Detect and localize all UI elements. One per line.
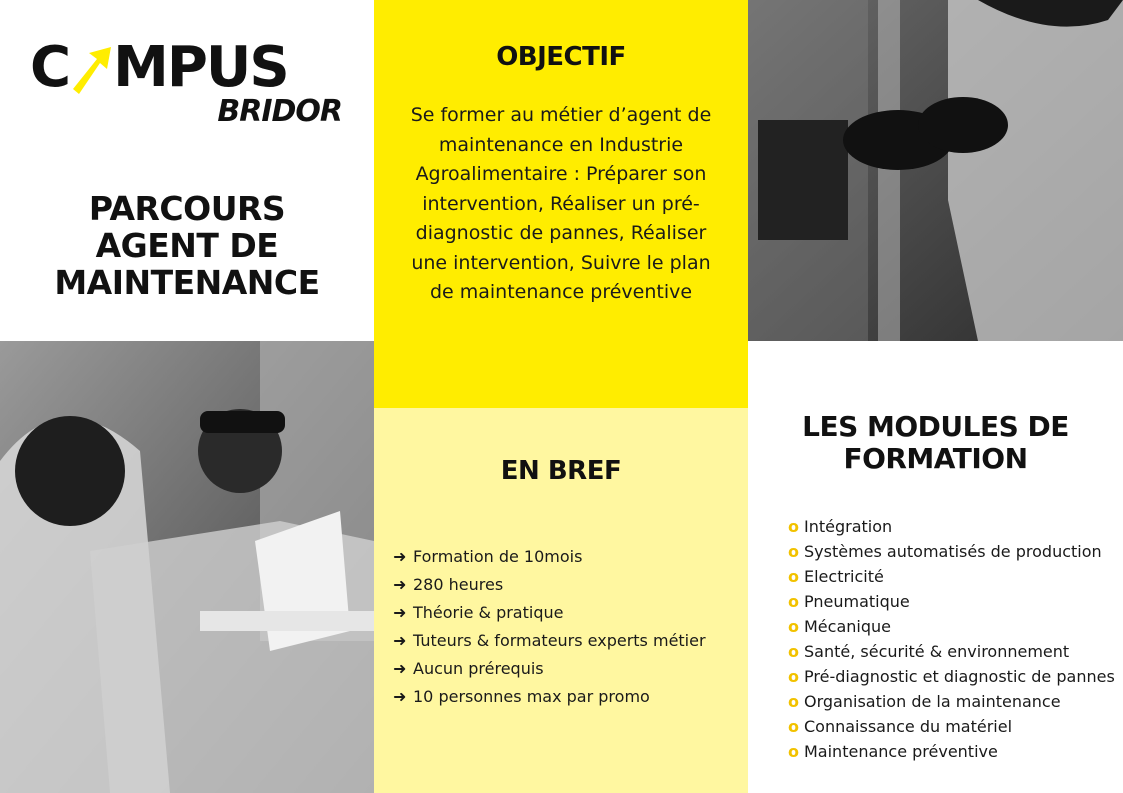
logo-letter-c: C	[30, 35, 70, 100]
arrow-right-icon: ➜	[393, 575, 407, 594]
list-item	[393, 627, 706, 655]
list-item	[393, 683, 706, 711]
list-item	[393, 543, 706, 571]
en-bref-list	[393, 543, 706, 711]
circle-bullet-icon: o	[788, 642, 799, 661]
list-item	[393, 599, 706, 627]
circle-bullet-icon: o	[788, 617, 799, 636]
list-item-text: Santé, sécurité & environnement	[804, 642, 1070, 661]
circle-bullet-icon: o	[788, 517, 799, 536]
campus-bridor-logo	[30, 35, 348, 130]
en-bref-panel	[374, 408, 748, 793]
logo-subtitle: BRIDOR	[217, 94, 342, 129]
modules-heading-line-2: FORMATION	[843, 442, 1028, 475]
list-item	[788, 639, 1115, 664]
technician-hands-photo-icon	[748, 0, 1123, 341]
modules-heading	[748, 411, 1123, 475]
circle-bullet-icon: o	[788, 567, 799, 586]
arrow-right-icon: ➜	[393, 547, 407, 566]
circle-bullet-icon: o	[788, 692, 799, 711]
list-item-text: 280 heures	[413, 575, 504, 594]
list-item-text: Aucun prérequis	[413, 659, 544, 678]
list-item-text: Connaissance du matériel	[804, 717, 1013, 736]
circle-bullet-icon: o	[788, 742, 799, 761]
list-item	[788, 689, 1115, 714]
list-item-text: Electricité	[804, 567, 884, 586]
list-item	[788, 714, 1115, 739]
list-item	[393, 655, 706, 683]
objectif-panel	[374, 0, 748, 408]
list-item	[788, 564, 1115, 589]
list-item-text: Maintenance préventive	[804, 742, 998, 761]
list-item-text: Intégration	[804, 517, 893, 536]
arrow-right-icon: ➜	[393, 659, 407, 678]
en-bref-heading: EN BREF	[500, 456, 622, 486]
list-item	[788, 514, 1115, 539]
list-item-text: Systèmes automatisés de production	[804, 542, 1102, 561]
list-item-text: Tuteurs & formateurs experts métier	[413, 631, 706, 650]
list-item	[788, 589, 1115, 614]
title-line-1: PARCOURS	[88, 189, 286, 228]
technicians-reading-document-photo	[0, 341, 374, 793]
circle-bullet-icon: o	[788, 667, 799, 686]
list-item	[788, 664, 1115, 689]
list-item-text: 10 personnes max par promo	[413, 687, 650, 706]
list-item	[788, 614, 1115, 639]
modules-panel	[748, 341, 1123, 793]
title-line-2: AGENT DE	[95, 226, 279, 265]
list-item-text: Pneumatique	[804, 592, 910, 611]
list-item-text: Formation de 10mois	[413, 547, 583, 566]
list-item-text: Théorie & pratique	[413, 603, 564, 622]
circle-bullet-icon: o	[788, 717, 799, 736]
objectif-text: Se former au métier d’agent de maintenance en Industrie Agroalimentaire : Préparer son intervention, Réaliser un pré-diagnostic de pannes, Réaliser une intervention, Suivre le plan de maintenance préventive	[410, 104, 712, 303]
list-item	[788, 539, 1115, 564]
list-item-text: Pré-diagnostic et diagnostic de pannes	[804, 667, 1115, 686]
modules-list	[788, 514, 1115, 764]
circle-bullet-icon: o	[788, 592, 799, 611]
arrow-right-icon: ➜	[393, 631, 407, 650]
arrow-right-icon: ➜	[393, 687, 407, 706]
logo-wordmark	[30, 35, 288, 100]
objectif-heading: OBJECTIF	[496, 42, 626, 72]
circle-bullet-icon: o	[788, 542, 799, 561]
list-item-text: Mécanique	[804, 617, 891, 636]
logo-letters-mpus: MPUS	[113, 35, 288, 100]
technicians-reading-document-photo-icon	[0, 341, 374, 793]
list-item-text: Organisation de la maintenance	[804, 692, 1061, 711]
logo-arrow-icon	[67, 41, 115, 95]
arrow-right-icon: ➜	[393, 603, 407, 622]
technician-hands-photo	[748, 0, 1123, 341]
list-item	[788, 739, 1115, 764]
title-line-3: MAINTENANCE	[54, 263, 320, 302]
title-panel	[0, 0, 374, 341]
page-title	[0, 190, 374, 301]
modules-heading-line-1: LES MODULES DE	[802, 410, 1069, 443]
list-item	[393, 571, 706, 599]
